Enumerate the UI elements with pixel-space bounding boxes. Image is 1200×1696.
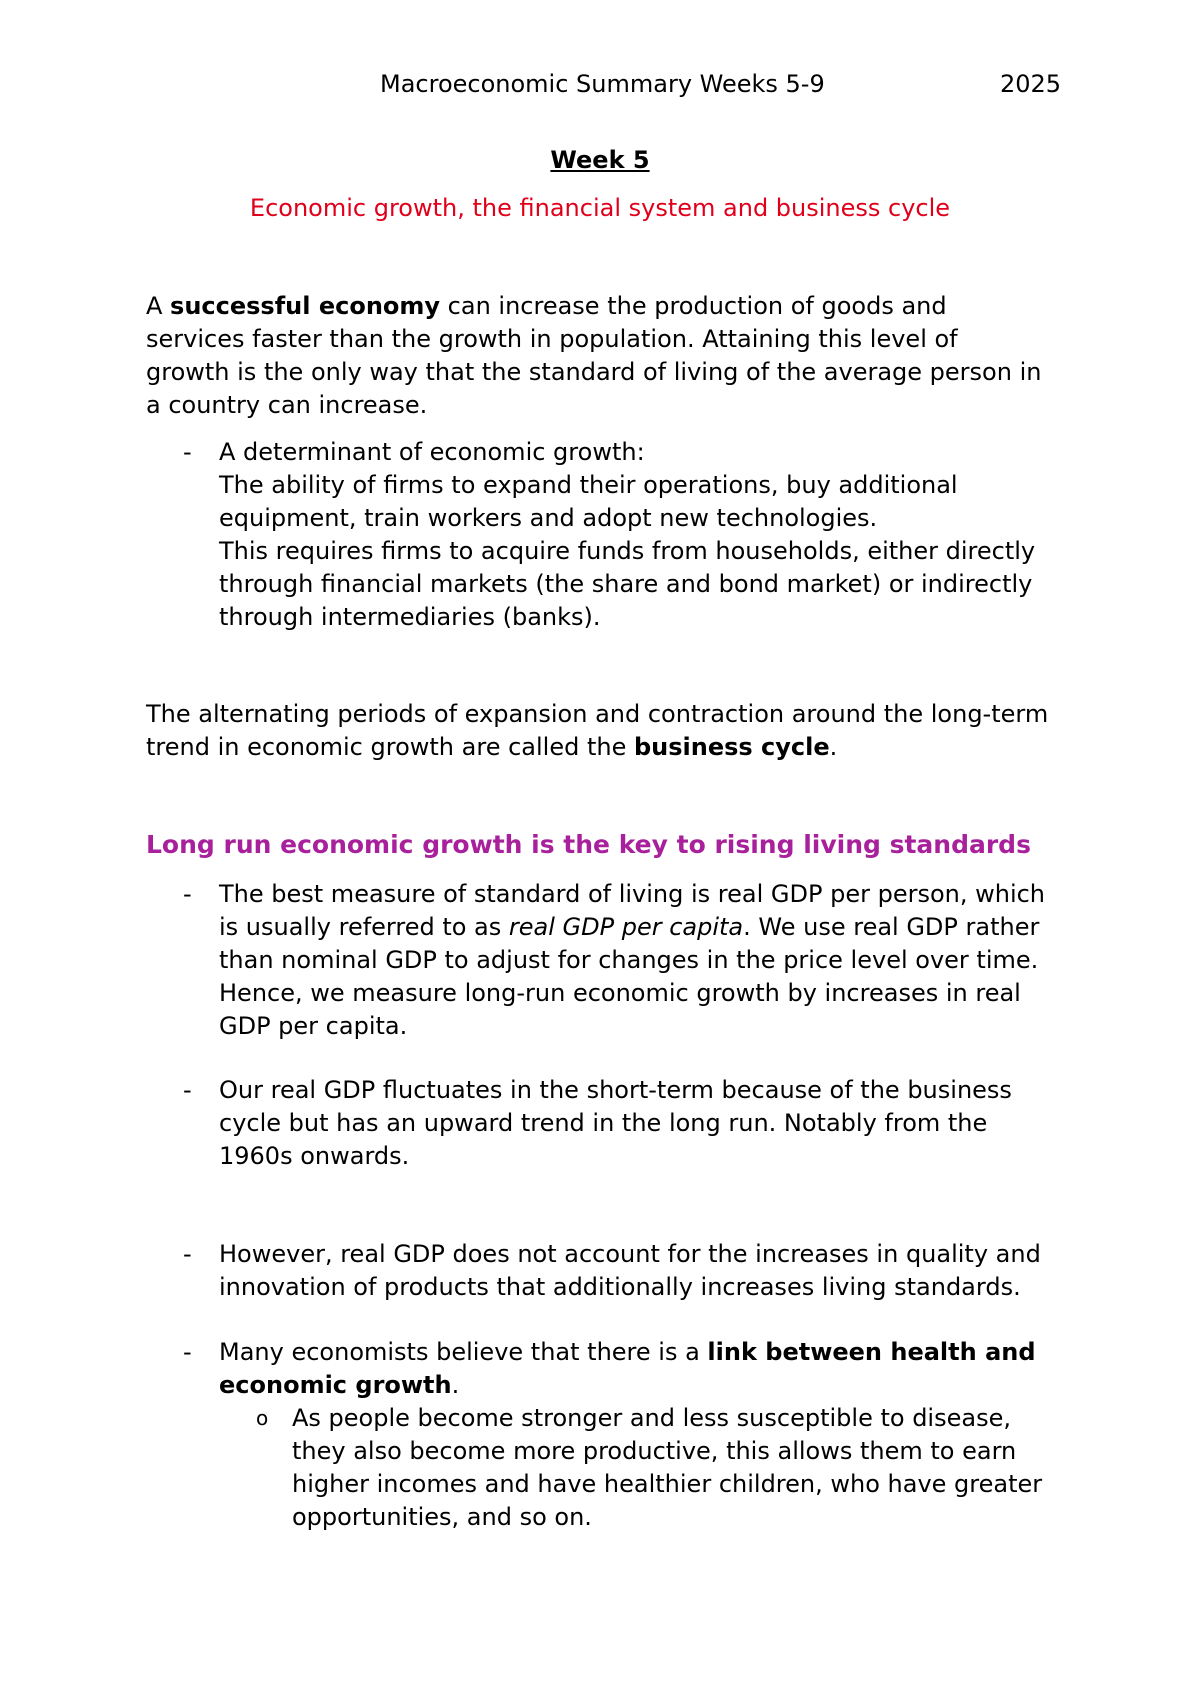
intro-pre: A — [146, 292, 171, 320]
health-text — [219, 1336, 1085, 1402]
measure-line-3: than nominal GDP to adjust for changes in the price level over time. — [219, 946, 1039, 974]
quality-line: However, real GDP does not account for the increases in quality and — [219, 1240, 1041, 1268]
measure-text — [219, 878, 1085, 1043]
measure-line-2 — [219, 911, 1085, 944]
determinant-line: through financial markets (the share and bond market) or indirectly — [219, 570, 1033, 598]
measure-line-4: Hence, we measure long-run economic growth by increases in real — [219, 979, 1021, 1007]
health-bold-1: link between health and — [707, 1338, 1036, 1366]
bullet-dash: - — [183, 1240, 192, 1268]
determinant-line: This requires firms to acquire funds from households, either directly — [219, 537, 1036, 565]
intro-line-1 — [146, 290, 1076, 323]
health-line-2 — [219, 1369, 1085, 1402]
quality-line: innovation of products that additionally increases living standards. — [219, 1273, 1021, 1301]
header-year: 2025 — [1000, 70, 1062, 98]
section-subtitle: Economic growth, the financial system and business cycle — [249, 194, 951, 222]
business-cycle-pre: trend in economic growth are called the — [146, 733, 634, 761]
bullet-dash: - — [183, 880, 192, 908]
sub-bullet-line: As people become stronger and less susceptible to disease, — [292, 1404, 1011, 1432]
bullet-dash: - — [183, 1338, 192, 1366]
health-line-1 — [219, 1336, 1085, 1369]
determinant-line: A determinant of economic growth: — [219, 438, 645, 466]
bullet-dash: - — [183, 438, 192, 466]
week-heading: Week 5 — [550, 146, 650, 174]
business-cycle-line-1: The alternating periods of expansion and contraction around the long-term — [146, 700, 1049, 728]
sub-bullet-line: higher incomes and have healthier children, who have greater — [292, 1470, 1043, 1498]
header-title: Macroeconomic Summary Weeks 5-9 — [380, 70, 825, 98]
business-cycle-bold-term: business cycle — [633, 733, 830, 761]
measure-italic-term: real GDP per capita — [508, 913, 744, 941]
business-cycle-paragraph — [146, 698, 1076, 764]
intro-paragraph — [146, 290, 1076, 422]
intro-line-2: services faster than the growth in population. Attaining this level of — [146, 325, 958, 353]
fluctuates-line: Our real GDP fluctuates in the short-term because of the business — [219, 1076, 1012, 1104]
circle-bullet-icon: o — [256, 1406, 269, 1430]
sub-bullet-line: opportunities, and so on. — [292, 1503, 592, 1531]
measure-line-5: GDP per capita. — [219, 1012, 408, 1040]
quality-text — [219, 1238, 1085, 1304]
intro-line-3: growth is the only way that the standard of living of the average person in — [146, 358, 1042, 386]
health-bold-2: economic growth — [219, 1371, 452, 1399]
health-post: . — [451, 1371, 460, 1399]
bullet-dash: - — [183, 1076, 192, 1104]
section-heading: Long run economic growth is the key to rising living standards — [146, 830, 1031, 859]
sub-bullet-line: they also become more productive, this allows them to earn — [292, 1437, 1017, 1465]
business-cycle-post: . — [829, 733, 838, 761]
determinant-line: The ability of firms to expand their operations, buy additional — [219, 471, 958, 499]
intro-line1-rest: can increase the production of goods and — [440, 292, 947, 320]
fluctuates-line: cycle but has an upward trend in the long run. Notably from the — [219, 1109, 988, 1137]
health-pre: Many economists believe that there is a — [219, 1338, 708, 1366]
fluctuates-text — [219, 1074, 1085, 1173]
determinant-line: equipment, train workers and adopt new technologies. — [219, 504, 878, 532]
fluctuates-line: 1960s onwards. — [219, 1142, 410, 1170]
measure-pre: is usually referred to as — [219, 913, 509, 941]
intro-bold-term: successful economy — [170, 292, 441, 320]
business-cycle-line-2 — [146, 731, 1076, 764]
determinant-line: through intermediaries (banks). — [219, 603, 601, 631]
measure-line-1: The best measure of standard of living is real GDP per person, which — [219, 880, 1046, 908]
intro-line-4: a country can increase. — [146, 391, 428, 419]
measure-post: . We use real GDP rather — [743, 913, 1040, 941]
sub-bullet-text — [292, 1402, 1092, 1534]
determinant-text — [219, 436, 1085, 634]
